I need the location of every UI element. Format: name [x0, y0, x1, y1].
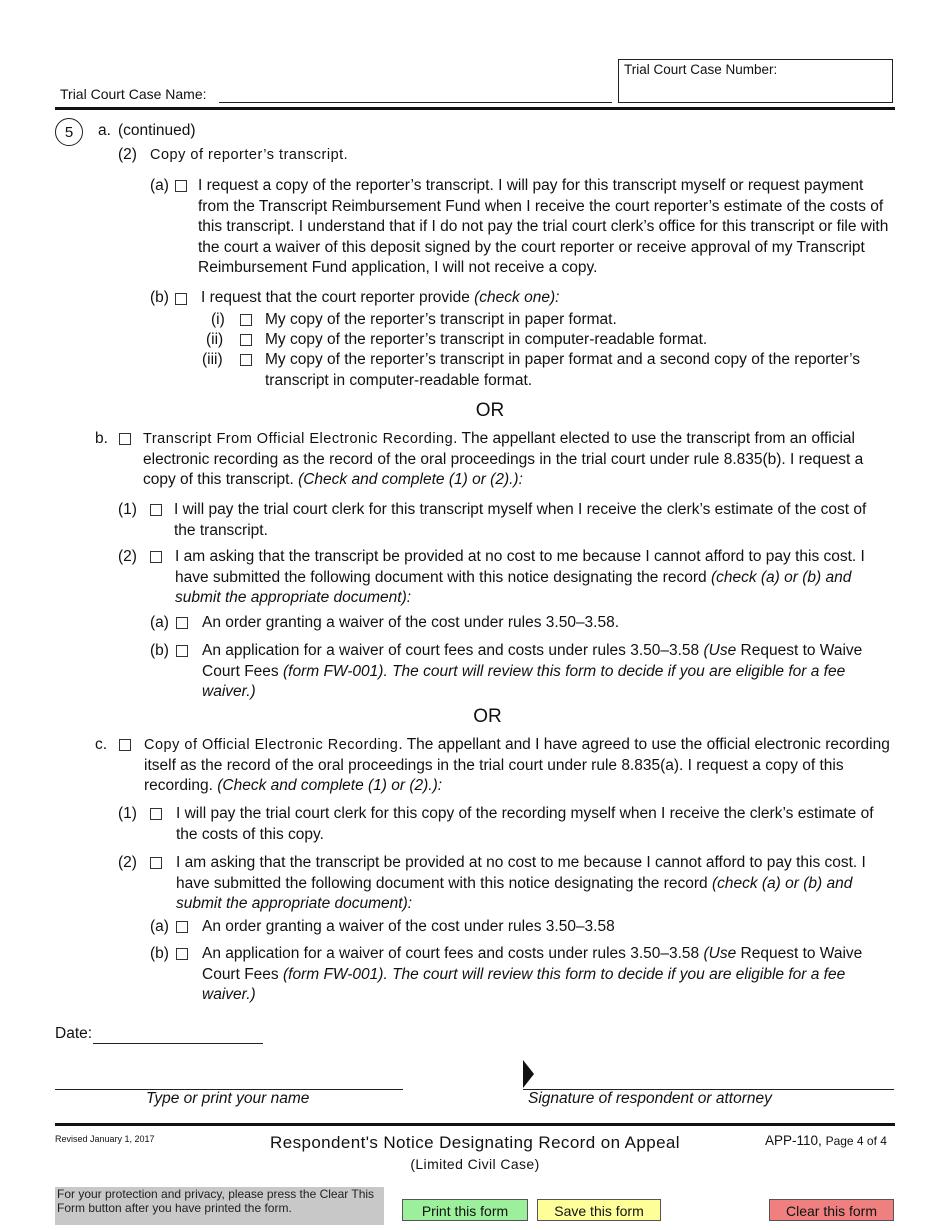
item-c2-body: I am asking that the transcript be provided at no cost to me because I cannot afford to pay this cost. I have submitted the following document with this notice designating the record — [176, 854, 866, 892]
revised-date: Revised January 1, 2017 — [55, 1134, 155, 1144]
item-a2b-main: I request that the court reporter provide — [201, 289, 470, 306]
checkbox-c2a[interactable] — [176, 921, 188, 933]
checkbox-b1[interactable] — [150, 504, 162, 516]
item-c2a-text: An order granting a waiver of the cost under rules 3.50–3.58 — [202, 918, 615, 935]
checkbox-c[interactable] — [119, 739, 131, 751]
item-a2a-num: (a) — [150, 177, 169, 194]
item-a2a-text: I request a copy of the reporter’s transcript. I will pay for this transcript myself or request payment from the Transcript Reimbursement Fund when I receive the court reporter’s estimate of the costs of this transcript. I understand that if I do not pay the trial court clerk’s office for this transcript or file with the court a waiver of this deposit signed by the court reporter or receive approval of my Transcript Reimbursement Fund application, I will not receive a copy. — [198, 177, 889, 276]
form-id: APP-110, — [765, 1133, 822, 1148]
checkbox-a2b[interactable] — [175, 293, 187, 305]
clear-button[interactable]: Clear this form — [769, 1199, 894, 1221]
item-b1-text: I will pay the trial court clerk for this transcript myself when I receive the clerk’s estimate of the cost of the transcript. — [174, 501, 867, 539]
or-divider-1: OR — [475, 400, 505, 421]
checkbox-b2b[interactable] — [176, 645, 188, 657]
item-c2b-text — [202, 944, 872, 1006]
item-c1-num: (1) — [118, 805, 137, 822]
item-b2a-num: (a) — [150, 614, 169, 631]
item-b2b-text — [202, 641, 872, 703]
item-c2b-body: An application for a waiver of court fees and costs under rules 3.50–3.58 — [202, 945, 700, 962]
item-c2-text — [176, 853, 876, 915]
item-a-label: (continued) — [118, 122, 196, 139]
case-number-label: Trial Court Case Number: — [624, 62, 778, 77]
form-title: Respondent's Notice Designating Record on Appeal — [270, 1133, 680, 1152]
item-b2-text — [175, 547, 875, 609]
item-a2b-i-text: My copy of the reporter’s transcript in paper format. — [265, 311, 617, 328]
item-c2b-form-name: Request to Waive Court Fees — [202, 945, 863, 983]
item-c-text — [144, 735, 894, 797]
item-b2b-form-name: Request to Waive Court Fees — [202, 642, 863, 680]
signature-caption: Signature of respondent or attorney — [528, 1090, 772, 1107]
item-a2b-num: (b) — [150, 289, 169, 306]
item-c2b-num: (b) — [150, 945, 169, 962]
item-b-hint: (Check and complete (1) or (2).): — [298, 471, 523, 488]
form-subtitle: (Limited Civil Case) — [410, 1156, 540, 1172]
checkbox-c2b[interactable] — [176, 948, 188, 960]
item-c2-num: (2) — [118, 854, 137, 871]
item-a2b-iii-text: My copy of the reporter’s transcript in paper format and a second copy of the reporter’s transcript in computer-readable format. — [265, 351, 861, 389]
item-a-letter: a. — [98, 122, 111, 139]
page-number: Page 4 of 4 — [825, 1134, 887, 1148]
item-b2b-num: (b) — [150, 642, 169, 659]
date-label: Date: — [55, 1025, 93, 1042]
checkbox-b2[interactable] — [150, 551, 162, 563]
form-id-block — [765, 1132, 887, 1150]
section-number: 5 — [64, 124, 74, 141]
item-b-body: . The appellant elected to use the transcript from an official electronic recording as the record of the oral proceedings in the trial court under rule 8.835(b). I request a copy of this transcript. — [143, 430, 864, 488]
item-c2a-num: (a) — [150, 918, 169, 935]
case-name-input[interactable] — [219, 102, 612, 103]
footer-divider — [55, 1123, 895, 1126]
checkbox-a2a[interactable] — [175, 180, 187, 192]
case-number-box[interactable] — [618, 59, 893, 103]
name-caption: Type or print your name — [146, 1090, 310, 1107]
item-b2b-body: An application for a waiver of court fees and costs under rules 3.50–3.58 — [202, 642, 700, 659]
item-b-letter: b. — [95, 430, 108, 447]
item-a2b-ii-text: My copy of the reporter’s transcript in computer-readable format. — [265, 331, 708, 348]
item-b2-body: I am asking that the transcript be provided at no cost to me because I cannot afford to pay this cost. I have submitted the following document with this notice designating the record — [175, 548, 865, 586]
item-c2b-hint-close: (form FW-001). The court will review this form to decide if you are eligible for a fee waiver.) — [202, 965, 846, 1003]
checkbox-a2b-iii[interactable] — [240, 354, 252, 366]
item-b2b-hint-open: (Use — [703, 642, 737, 659]
header-divider — [55, 107, 895, 110]
item-c-letter: c. — [95, 736, 108, 753]
item-b1-num: (1) — [118, 501, 137, 518]
print-button[interactable]: Print this form — [402, 1199, 528, 1221]
item-a2b-text — [201, 288, 559, 309]
item-c2-hint: (check (a) or (b) and submit the appropriate document): — [176, 874, 853, 912]
item-c-title: Copy of Official Electronic Recording — [144, 737, 399, 753]
section-number-circle — [55, 118, 83, 146]
item-b2a-text: An order granting a waiver of the cost under rules 3.50–3.58. — [202, 614, 620, 631]
checkbox-a2b-ii[interactable] — [240, 334, 252, 346]
item-b-title: Transcript From Official Electronic Recording — [143, 431, 454, 447]
item-c1-text: I will pay the trial court clerk for this copy of the recording myself when I receive the clerk’s estimate of the costs of this copy. — [176, 805, 874, 843]
checkbox-b[interactable] — [119, 433, 131, 445]
item-a2-num: (2) — [118, 146, 137, 163]
item-c2b-hint-open: (Use — [703, 945, 737, 962]
save-button[interactable]: Save this form — [537, 1199, 661, 1221]
item-a2b-iii-num: (iii) — [202, 351, 223, 368]
item-a2-title: Copy of reporter’s transcript. — [150, 147, 349, 163]
item-c-hint: (Check and complete (1) or (2).): — [217, 777, 443, 794]
checkbox-c1[interactable] — [150, 808, 162, 820]
item-a2b-hint: (check one): — [474, 289, 560, 306]
or-divider-2: OR — [473, 706, 502, 727]
item-c-body: . The appellant and I have agreed to use the official electronic recording itself as the record of the oral proceedings in the trial court under rule 8.835(a). I request a copy of this recording. — [144, 736, 890, 794]
date-input[interactable] — [93, 1043, 263, 1044]
checkbox-b2a[interactable] — [176, 617, 188, 629]
checkbox-c2[interactable] — [150, 857, 162, 869]
item-b-text — [143, 429, 893, 491]
privacy-note: For your protection and privacy, please press the Clear This Form button after you have printed the form. — [57, 1187, 375, 1215]
item-b2-num: (2) — [118, 548, 137, 565]
item-a2b-ii-num: (ii) — [206, 331, 224, 348]
item-a2b-i-num: (i) — [211, 311, 225, 328]
case-name-label: Trial Court Case Name: — [60, 86, 207, 102]
item-b2b-hint-close: (form FW-001). The court will review this form to decide if you are eligible for a fee waiver.) — [202, 662, 846, 700]
signature-arrow-icon — [523, 1060, 534, 1088]
checkbox-a2b-i[interactable] — [240, 314, 252, 326]
privacy-note-box — [55, 1187, 384, 1225]
item-b2-hint: (check (a) or (b) and submit the appropriate document): — [175, 568, 852, 606]
